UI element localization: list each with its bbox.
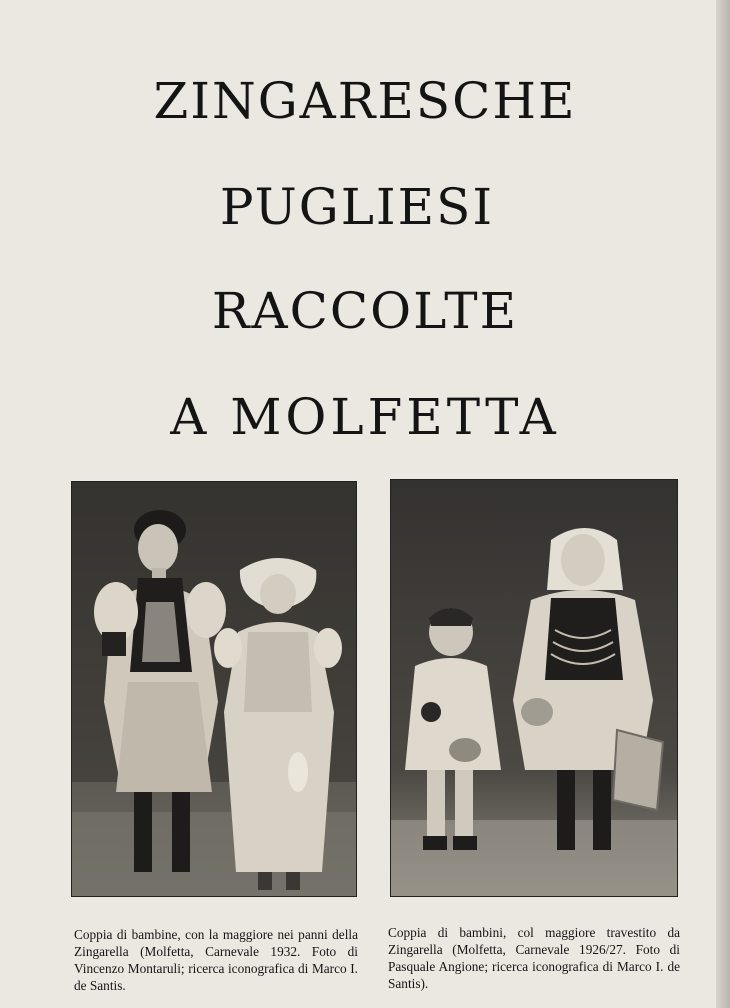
title-line-1: ZINGARESCHE — [153, 72, 577, 130]
photo-two-children — [391, 480, 677, 896]
title-line-4: A MOLFETTA — [170, 388, 560, 446]
page-edge — [716, 0, 730, 1008]
photo-caption-left: Coppia di bambine, con la maggiore nei panni della Zingarella (Molfetta, Carnevale 1932. Foto di Vincenzo Montaruli; ricerca iconografica di Marco I. de Santis. — [74, 927, 358, 993]
title-line-3: RACCOLTE — [211, 282, 519, 340]
photo-caption-right: Coppia di bambini, col maggiore travestito da Zingarella (Molfetta, Carnevale 1926/27. Foto di Pasquale Angione; ricerca iconografica di Marco I. de Santis). — [388, 925, 680, 991]
title-line-2: PUGLIESI — [219, 178, 495, 236]
photo-two-girls — [72, 482, 356, 896]
